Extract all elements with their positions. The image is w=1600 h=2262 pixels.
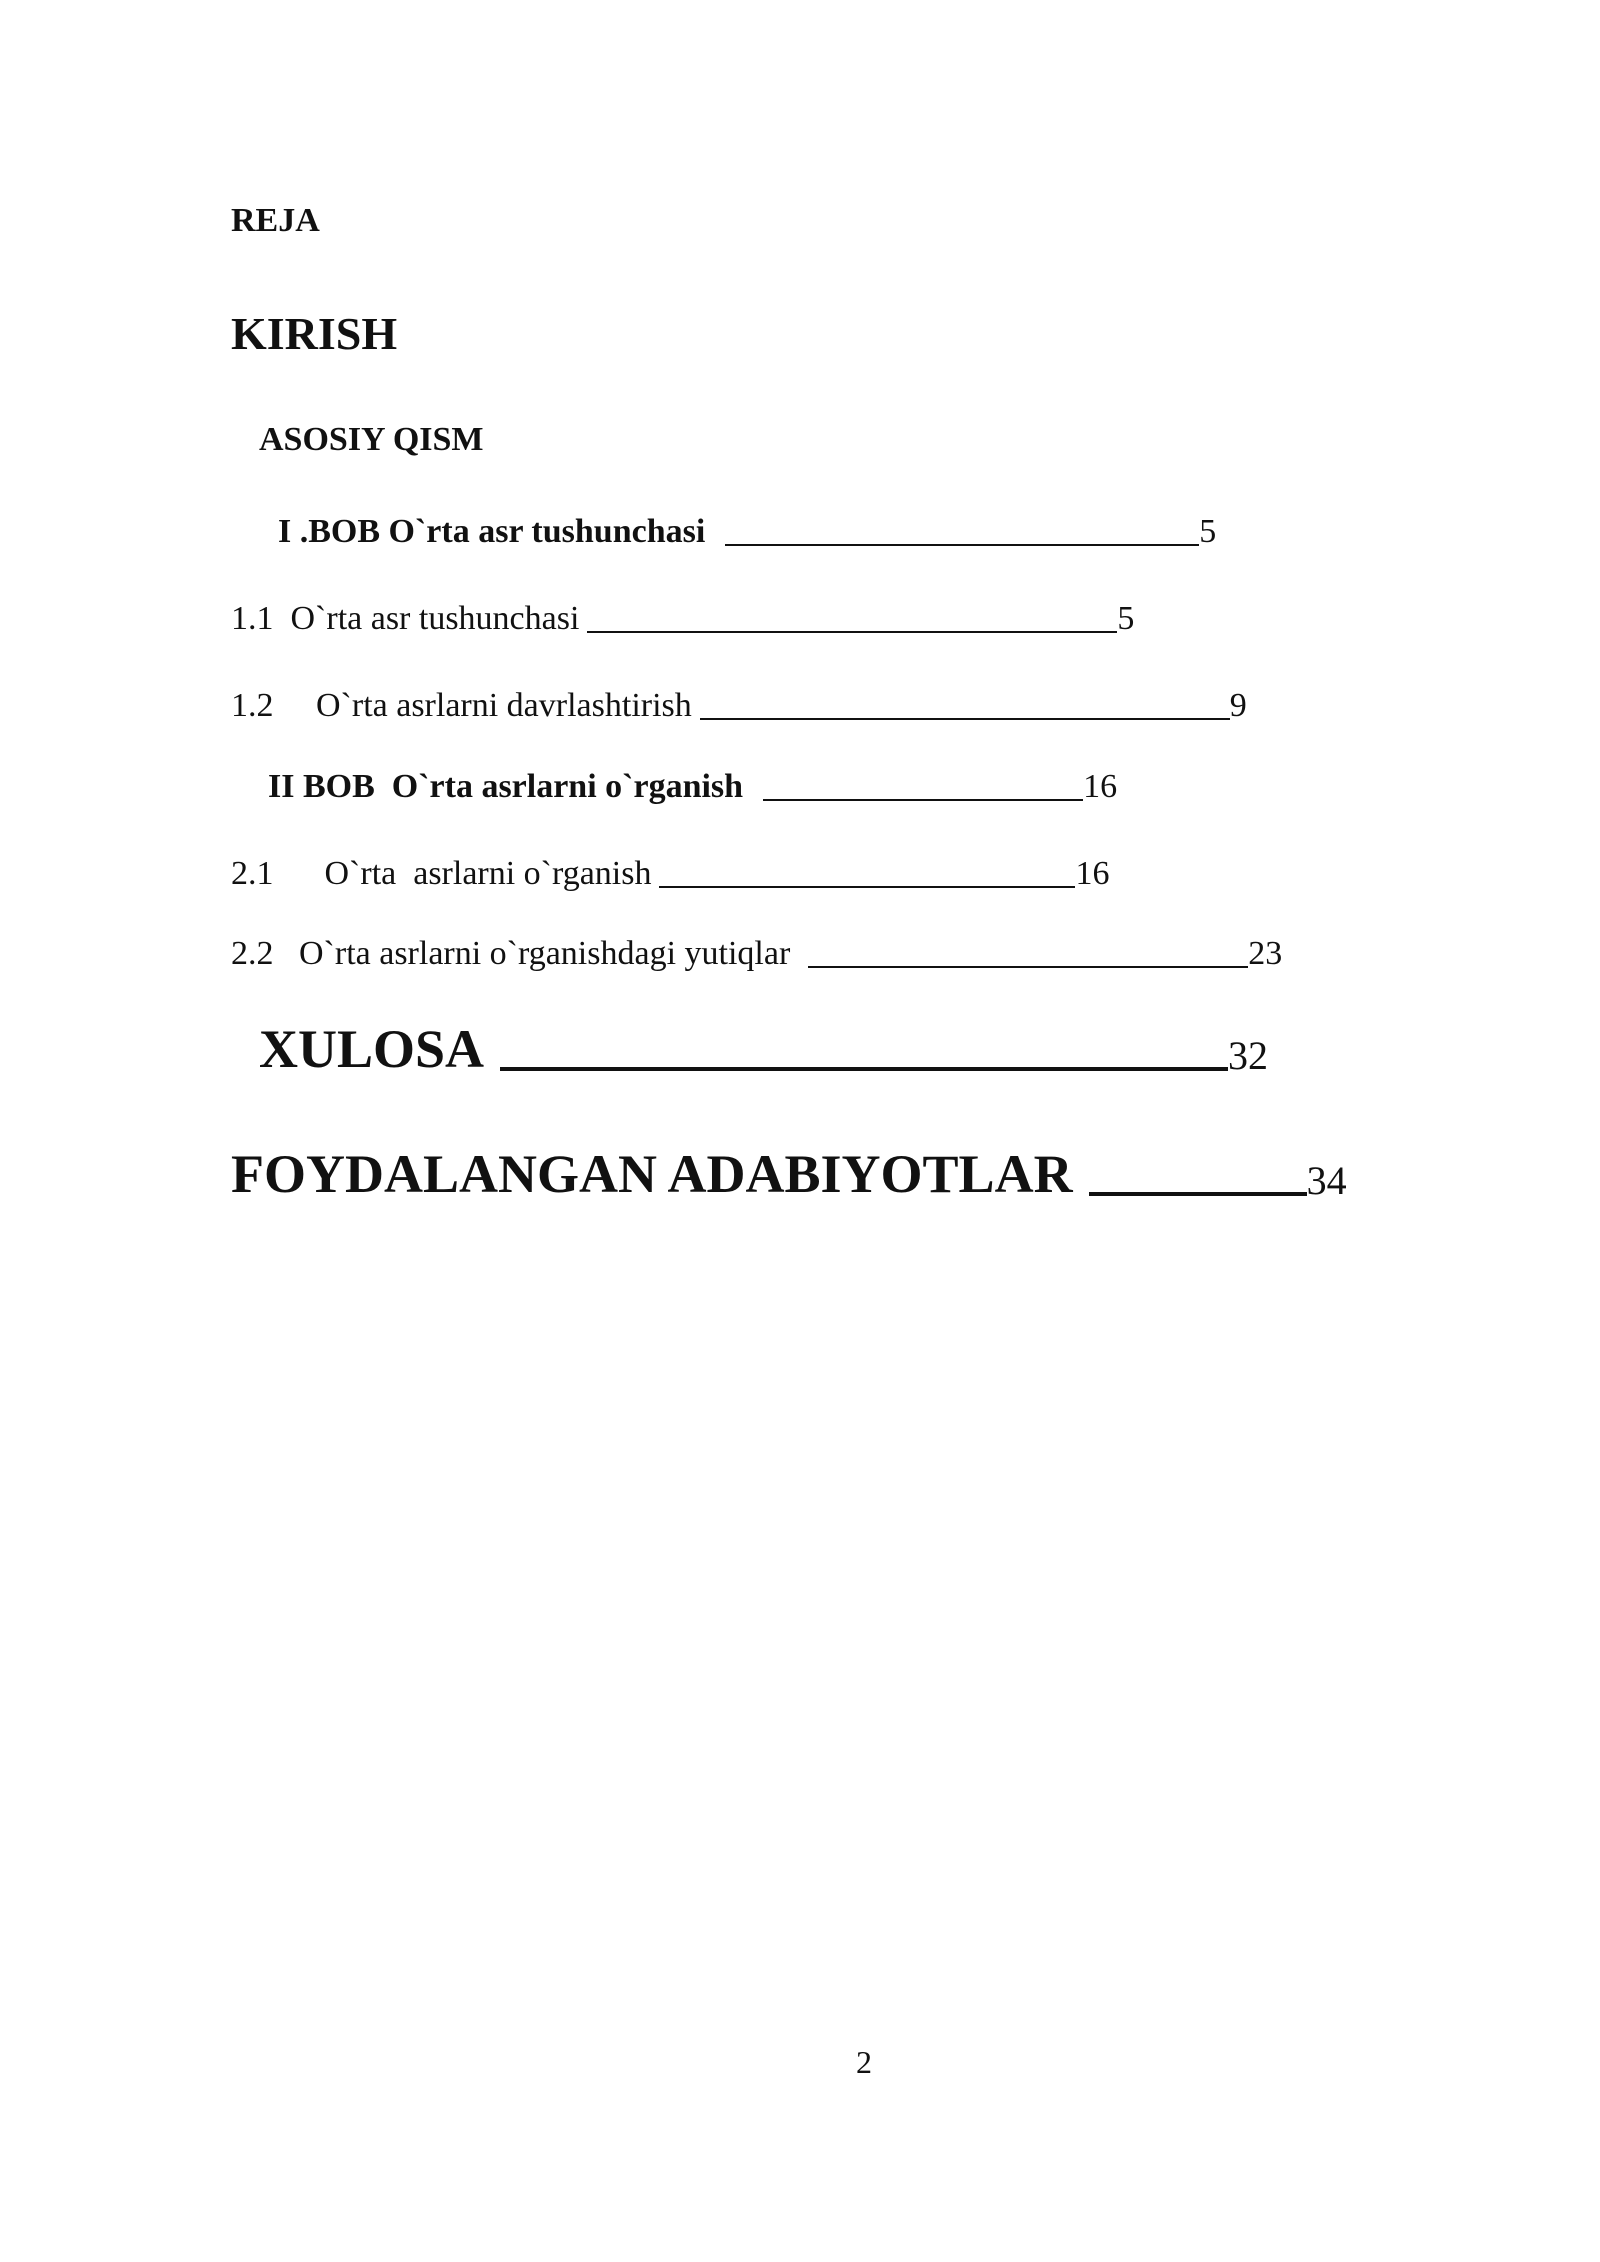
toc-leader-line [1089,1192,1307,1196]
plan-heading: REJA [231,202,320,239]
page-number: 2 [856,2044,872,2080]
introduction-heading: KIRISH [231,308,398,359]
toc-entry-page: 5 [1199,513,1217,550]
toc-entry-page: 16 [1083,768,1118,805]
toc-entry-page: 23 [1248,935,1283,972]
toc-entry-page: 9 [1229,687,1247,724]
toc-entry-conclusion [259,1014,1269,1079]
toc-leader-line [763,799,1083,801]
toc-entry-label: 1.2 O`rta asrlarni davrlashtirish [231,687,692,724]
toc-entry-label: II BOB O`rta asrlarni o`rganish [268,768,744,805]
toc-entry-chapter-2 [268,764,1117,804]
toc-entry-page: 5 [1117,600,1135,637]
toc-entry-chapter-1 [278,509,1216,549]
toc-leader-line [700,718,1230,720]
toc-entry-references [231,1139,1347,1204]
toc-leader-line [659,886,1075,888]
toc-entry-label: FOYDALANGAN ADABIYOTLAR [231,1144,1073,1204]
toc-entry-page: 34 [1306,1158,1347,1203]
toc-entry-label: 2.2 O`rta asrlarni o`rganishdagi yutiqlar [231,935,791,972]
toc-entry-section-1-1 [231,596,1134,636]
main-part-heading: ASOSIY QISM [259,421,484,458]
toc-entry-section-2-1 [231,851,1109,891]
toc-leader-line [500,1067,1228,1071]
toc-leader-line [808,966,1248,968]
toc-entry-label: I .BOB O`rta asr tushunchasi [278,513,706,550]
toc-entry-page: 16 [1075,855,1110,892]
toc-entry-label: 2.1 O`rta asrlarni o`rganish [231,855,652,892]
toc-entry-label: 1.1 O`rta asr tushunchasi [231,600,580,637]
toc-leader-line [587,631,1117,633]
toc-entry-section-2-2 [231,931,1282,971]
toc-entry-page: 32 [1228,1033,1269,1078]
toc-leader-line [725,544,1199,546]
toc-entry-label: XULOSA [259,1019,485,1079]
toc-entry-section-1-2 [231,683,1247,723]
